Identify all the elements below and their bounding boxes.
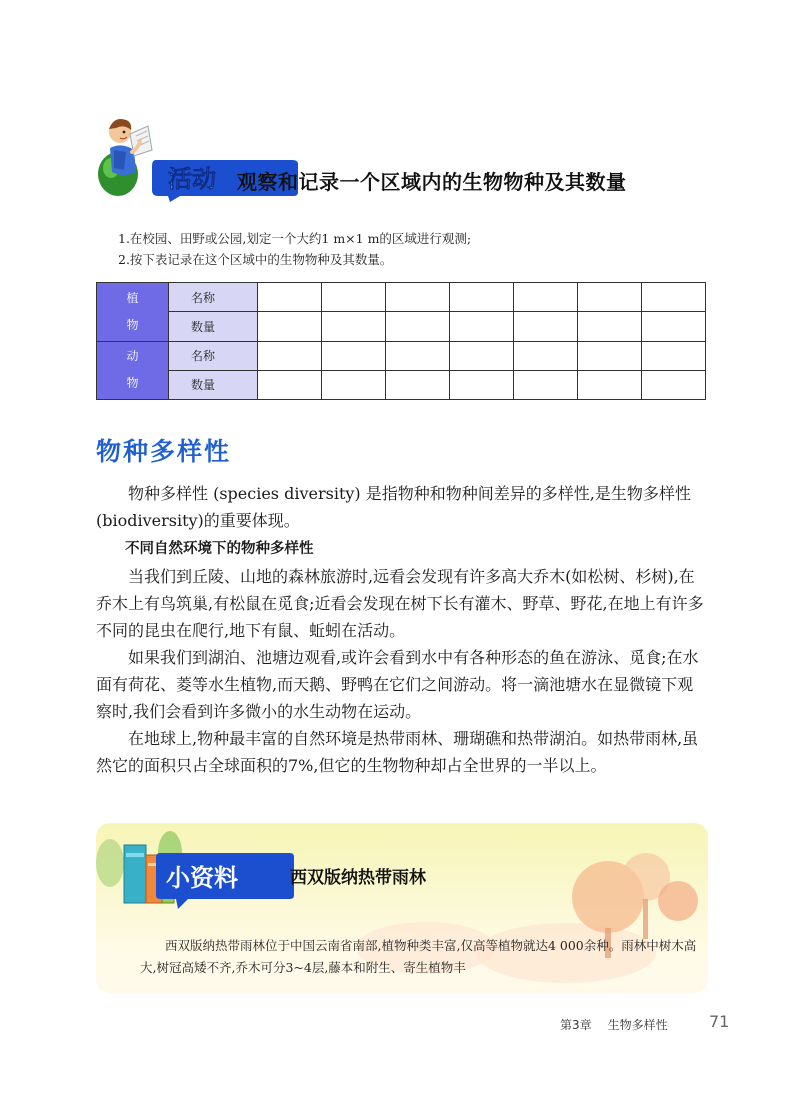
blank-cell[interactable] xyxy=(322,283,386,312)
activity-title: 观察和记录一个区域内的生物物种及其数量 xyxy=(237,170,627,194)
table-row xyxy=(97,341,706,370)
blank-cell[interactable] xyxy=(386,341,450,370)
table-row xyxy=(97,312,706,341)
blank-cell[interactable] xyxy=(514,341,578,370)
subheading: 不同自然环境下的物种多样性 xyxy=(125,541,314,557)
activity-step: 2.按下表记录在这个区域中的生物物种及其数量。 xyxy=(118,252,393,267)
blank-cell[interactable] xyxy=(322,370,386,399)
blank-cell[interactable] xyxy=(450,312,514,341)
blank-cell[interactable] xyxy=(642,370,706,399)
blank-cell[interactable] xyxy=(578,341,642,370)
info-badge-label: 小资料 xyxy=(166,864,238,892)
row-label: 数量 xyxy=(169,370,258,399)
blank-cell[interactable] xyxy=(642,312,706,341)
blank-cell[interactable] xyxy=(322,312,386,341)
group-cell-animal: 动 物 xyxy=(97,341,169,400)
blank-cell[interactable] xyxy=(642,283,706,312)
activity-steps xyxy=(118,228,471,270)
blank-cell[interactable] xyxy=(258,283,322,312)
info-box xyxy=(96,823,708,993)
row-label: 数量 xyxy=(169,312,258,341)
activity-header xyxy=(90,112,730,222)
table-row xyxy=(97,283,706,312)
intro-paragraph: 物种多样性 (species diversity) 是指物种和物种间差异的多样性,是生物多样性(biodiversity)的重要体现。 xyxy=(96,484,691,530)
row-label: 名称 xyxy=(169,341,258,370)
section-body xyxy=(96,480,708,779)
body-paragraph: 当我们到丘陵、山地的森林旅游时,远看会发现有许多高大乔木(如松树、杉树),在乔木上有鸟筑巢,有松鼠在觅食;近看会发现在树下长有灌木、野草、野花,在地上有许多不同的昆虫在爬行,地下有鼠、蚯蚓在活动。 xyxy=(96,567,704,640)
page-footer xyxy=(560,1016,668,1033)
student-reading-icon xyxy=(96,112,154,198)
body-paragraph: 如果我们到湖泊、池塘边观看,或许会看到水中有各种形态的鱼在游泳、觅食;在水面有荷花、菱等水生植物,而天鹅、野鸭在它们之间游动。将一滴池塘水在显微镜下观察时,我们会看到许多微小的水生动物在运动。 xyxy=(96,648,699,721)
page-number: 71 xyxy=(709,1012,730,1031)
blank-cell[interactable] xyxy=(642,341,706,370)
group-cell-plant: 植 物 xyxy=(97,283,169,342)
row-label: 名称 xyxy=(169,283,258,312)
activity-step: 1.在校园、田野或公园,划定一个大约1 m×1 m的区域进行观测; xyxy=(118,231,472,246)
blank-cell[interactable] xyxy=(450,283,514,312)
table-row xyxy=(97,370,706,399)
activity-badge-label: 活动 xyxy=(168,165,216,193)
blank-cell[interactable] xyxy=(450,341,514,370)
info-text: 西双版纳热带雨林位于中国云南省南部,植物种类丰富,仅高等植物就达4 000余种。雨林中树木高大,树冠高矮不齐,乔木可分3~4层,藤本和附生、寄生植物丰 xyxy=(140,938,697,975)
blank-cell[interactable] xyxy=(258,370,322,399)
blank-cell[interactable] xyxy=(258,341,322,370)
blank-cell[interactable] xyxy=(578,312,642,341)
blank-cell[interactable] xyxy=(578,283,642,312)
blank-cell[interactable] xyxy=(386,370,450,399)
blank-cell[interactable] xyxy=(514,312,578,341)
blank-cell[interactable] xyxy=(386,312,450,341)
blank-cell[interactable] xyxy=(258,312,322,341)
blank-cell[interactable] xyxy=(514,370,578,399)
section-title: 物种多样性 xyxy=(96,437,232,466)
info-title: 西双版纳热带雨林 xyxy=(290,868,426,888)
blank-cell[interactable] xyxy=(322,341,386,370)
blank-cell[interactable] xyxy=(386,283,450,312)
species-record-table xyxy=(96,282,706,400)
blank-cell[interactable] xyxy=(514,283,578,312)
blank-cell[interactable] xyxy=(578,370,642,399)
blank-cell[interactable] xyxy=(450,370,514,399)
chapter-title: 生物多样性 xyxy=(607,1018,668,1032)
chapter-number: 第3章 xyxy=(560,1018,592,1032)
body-paragraph: 在地球上,物种最丰富的自然环境是热带雨林、珊瑚礁和热带湖泊。如热带雨林,虽然它的面积只占全球面积的7%,但它的生物物种却占全世界的一半以上。 xyxy=(96,729,699,775)
